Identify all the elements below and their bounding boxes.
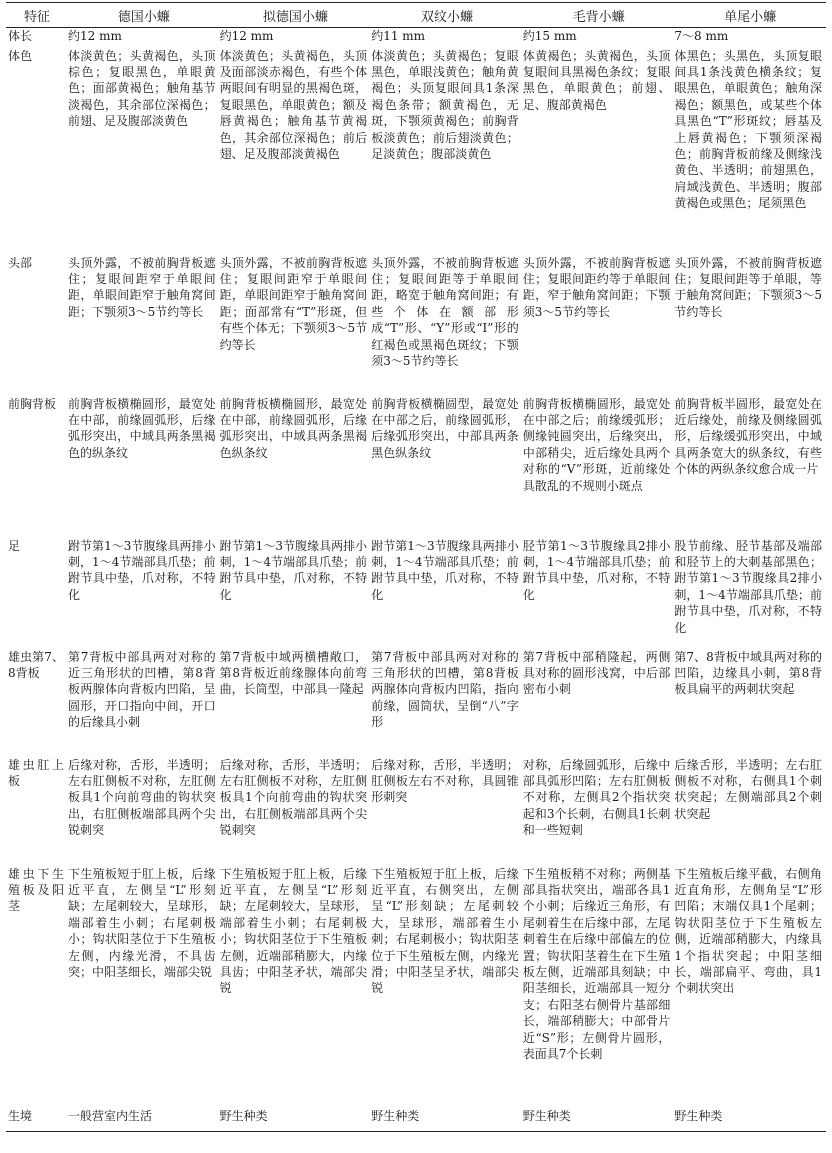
table-cell: 跗节第1～3节腹缘具两排小刺，1～4节端部具爪垫；前跗节具中垫，爪对称，不特化: [219, 538, 368, 602]
table-cell: 股节前缘、胫节基部及端部和胫节上的大刺基部黑色；跗节第1～3节腹缘具2排小刺，1～4节端部具爪垫；前跗节具中垫，爪对称，不特化: [674, 538, 822, 635]
table-cell: 下生殖板后缘平截，右侧角近直角形，左侧角呈“L”形凹陷；末端仅具1个尾刺；钩状阳茎位于下生殖板左侧，近端部稍膨大，内缘具1个指状突起；中阳茎细长，端部扁平、弯曲，具1个刺状突出: [674, 866, 822, 996]
table-cell: 头顶外露，不被前胸背板遮住；复眼间距等于单眼间距，略宽于触角窝间距；有些个体在额部形成“T”形、“Y”形或“I”形的红褐色或黑褐色斑纹；下颚须3～5节约等长: [371, 255, 519, 368]
header-species-2: 拟德国小蠊: [220, 3, 372, 28]
table-cell: 约11 mm: [371, 29, 426, 43]
table-cell: 体淡黄色；头黄褐色；复眼黑色，单眼浅黄色；触角黄褐色；头顶复眼间具1条深褐色条带；额黄褐色，无斑，下颚须黄褐色；前胸背板淡黄色；前后翅淡黄色；足淡黄色；腹部淡黄色: [371, 48, 519, 161]
table-cell: 体淡黄色；头黄褐色，头顶及面部淡赤褐色，有些个体两眼间有明显的黑褐色斑，复眼黑色，单眼黄色；额及唇黄褐色；触角基节黄褐色，其余部位深褐色；前后翅、足及腹部淡黄褐色: [219, 48, 368, 161]
table-cell: 第7背板中部稍隆起，两侧具对称的圆形浅窝，中后部密布小刺: [522, 649, 671, 697]
header-species-1: 德国小蠊: [68, 3, 220, 28]
table-cell: 后缘对称，舌形，半透明；肛侧板左右不对称，具圆锥形刺突: [371, 757, 519, 805]
table-cell: 下生殖板稍不对称；两侧基部具指状突出，端部各具1个小刺；后缘近三角形，有尾刺着生在后缘中部，左尾刺着生在后缘中部偏左的位置；钩状阳茎着生在下生殖板左侧，近端部具刻缺；中阳茎细长，近端部具一短分支；右阳茎右侧骨片基部细长，端部稍膨大；中部骨片近“S”形；左侧骨片圆形，表面具7个长刺: [522, 866, 671, 1061]
row-body-length: [6, 28, 826, 48]
table-cell: 第7背板中部具两对对称的三角形状的凹槽，第8背板两腺体向背板内凹陷，指向前缘，圆筒状，呈倒“八”字形: [371, 649, 519, 730]
table-cell: 头顶外露，不被前胸背板遮住；复眼间距等于单眼，等于触角窝间距；下颚须3～5节约等长: [674, 255, 822, 319]
header-species-4: 毛背小蠊: [523, 3, 675, 28]
header-species-3: 双纹小蠊: [371, 3, 523, 28]
header-species-5: 单尾小蠊: [674, 3, 826, 28]
table-cell: 跗节第1～3节腹缘具两排小刺，1～4节端部具爪垫；前跗节具中垫，爪对称，不特化: [371, 538, 519, 602]
table-cell: 野生种类: [523, 1108, 675, 1132]
table-cell: 7～8 mm: [674, 29, 729, 43]
table-cell: 前胸背板半圆形，最宽处在近后缘处，前缘及侧缘圆弧形，后缘缓弧形突出，中域具两条宽大的纵条纹，有些个体的两纵条纹愈合成一片: [674, 396, 822, 477]
row-subgenital-plate: [6, 866, 826, 1108]
table-cell: 野生种类: [220, 1108, 372, 1132]
table-cell: 胫节第1～3节腹缘具2排小刺，1～4节端部具爪垫；前跗节具中垫，爪对称，不特化: [522, 538, 671, 602]
table-cell: 第7、8背板中域具两对称的凹陷，边缘具小刺，第8背板具扁平的两刺状突起: [674, 649, 822, 697]
table-cell: 前胸背板横椭圆形，最宽处在中部，前缘圆弧形，后缘弧形突出，中域具两条黑褐色纵条纹: [219, 396, 368, 460]
row-supra-anal-plate: [6, 757, 826, 866]
row-label: 前胸背板: [8, 396, 57, 411]
table-cell: 下生殖板短于肛上板，后缘近平直，左侧呈“L”形刻缺；左尾刺较大，呈球形，端部着生小刺；右尾刺极小；钩状阳茎位于下生殖板左侧，内缘光滑，不具齿突；中阳茎细长，端部尖锐: [68, 866, 216, 979]
row-label: 体长: [8, 29, 33, 43]
row-head: [6, 255, 826, 396]
table-cell: 约12 mm: [68, 29, 122, 43]
species-comparison-table: [6, 2, 826, 1132]
table-cell: 野生种类: [371, 1108, 523, 1132]
table-cell: 后缘舌形，半透明；左右肛侧板不对称，右侧具1个刺状突起；左侧端部具2个刺状突起: [674, 757, 822, 821]
table-cell: 前胸背板横椭圆型，最宽处在中部之后，前缘圆弧形，后缘弧形突出，中部具两条黑色纵条纹: [371, 396, 519, 460]
row-label: 雄虫下生殖板及阳茎: [8, 866, 64, 914]
table-cell: 头顶外露，不被前胸背板遮住；复眼间距窄于单眼间距，单眼间距窄于触角窝间距；下颚须3～5节约等长: [68, 255, 216, 319]
table-cell: 下生殖板短于肛上板，后缘近平直，左侧呈“L”形刻缺；左尾刺较大，呈球形，端部着生小刺；右尾刺极小；钩状阳茎位于下生殖板左侧，近端部稍膨大，内缘具齿；中阳茎矛状，端部尖锐: [219, 866, 368, 996]
row-label: 雄虫肛上板: [8, 757, 64, 788]
table-cell: 约12 mm: [219, 29, 274, 43]
table-cell: 体淡黄色；头黄褐色，头顶棕色；复眼黑色，单眼黄色；面部黄褐色；触角基节淡褐色，其余部位深褐色；前翅、足及腹部淡黄色: [68, 48, 216, 129]
row-label: 雄虫第7、8背板: [8, 649, 64, 680]
header-feature: 特征: [6, 3, 68, 28]
table-cell: 第7背板中域两横槽敞口，第8背板近前缘腺体向前弯曲，长筒型，中部具一隆起: [219, 649, 368, 697]
table-cell: 前胸背板横椭圆形，最宽处在中部，前缘圆弧形，后缘弧形突出，中域具两条黑褐色的纵条纹: [68, 396, 216, 460]
table-cell: 前胸背板横椭圆形，最宽处在中部之后；前缘缓弧形；侧缘钝圆突出，后缘突出，中部稍尖，近后缘处具两个对称的“V”形斑，近前缘处具散乱的不规则小斑点: [522, 396, 671, 493]
table-cell: 第7背板中部具两对对称的近三角形状的凹槽，第8背板两腺体向背板内凹陷，呈圆形，开口指向中间，开口的后缘具小刺: [68, 649, 216, 730]
header-row: [6, 3, 826, 28]
row-body-color: [6, 48, 826, 255]
row-label: 体色: [8, 48, 33, 63]
table-cell: 跗节第1～3节腹缘具两排小刺，1～4节端部具爪垫；前跗节具中垫，爪对称，不特化: [68, 538, 216, 602]
table-cell: 对称，后缘圆弧形，后缘中部具弧形凹陷；左右肛侧板不对称，左侧具2个指状突起和3个长刺，右侧具1长刺和一些短刺: [522, 757, 671, 838]
table-cell: 野生种类: [674, 1108, 826, 1132]
row-label: 足: [8, 538, 21, 553]
table-cell: 体黑色；头黑色，头顶复眼间具1条浅黄色横条纹；复眼黑色，单眼黄色；触角深褐色；额黑色，或某些个体具黑色“T”形斑纹；唇基及上唇黄褐色；下颚须深褐色；前胸背板前缘及侧缘浅黄色、半透明；前翅黑色，肩域浅黄色、半透明；腹部黄褐色或黑色；尾须黑色: [674, 48, 822, 211]
row-legs: [6, 538, 826, 649]
table-cell: 头顶外露，不被前胸背板遮住；复眼间距约等于单眼间距，窄于触角窝间距；下颚须3～5节约等长: [522, 255, 671, 319]
table-cell: 后缘对称，舌形，半透明；左右肛侧板不对称，左肛侧板具1个向前弯曲的钩状突出，右肛侧板端部具两个尖锐刺突: [219, 757, 368, 838]
row-label: 生境: [6, 1108, 68, 1132]
table-cell: 约15 mm: [522, 29, 577, 43]
row-pronotum: [6, 396, 826, 538]
table-cell: 体黄褐色；头黄褐色，头顶复眼间具黑褐色条纹；复眼黑色，单眼黄色；前翅、足、腹部黄褐色: [522, 48, 671, 112]
table-cell: 头顶外露，不被前胸背板遮住；复眼间距窄于单眼间距，单眼间距窄于触角窝间距；面部常有“T”形斑，但有些个体无；下颚须3～5节约等长: [219, 255, 368, 352]
row-male-tergites: [6, 649, 826, 757]
row-label: 头部: [8, 255, 33, 270]
table-cell: 下生殖板短于肛上板，后缘近平直，右侧突出，左侧呈“L”形刻缺；左尾刺较大，呈球形，端部着生小刺；右尾刺极小；钩状阳茎位于下生殖板左侧，内缘光滑；中阳茎呈矛状，端部尖锐: [371, 866, 519, 996]
table-cell: 一般营室内生活: [68, 1108, 220, 1132]
row-habitat: [6, 1108, 826, 1132]
table-cell: 后缘对称，舌形，半透明；左右肛侧板不对称，左肛侧板具1个向前弯曲的钩状突出，右肛侧板端部具两个尖锐刺突: [68, 757, 216, 838]
